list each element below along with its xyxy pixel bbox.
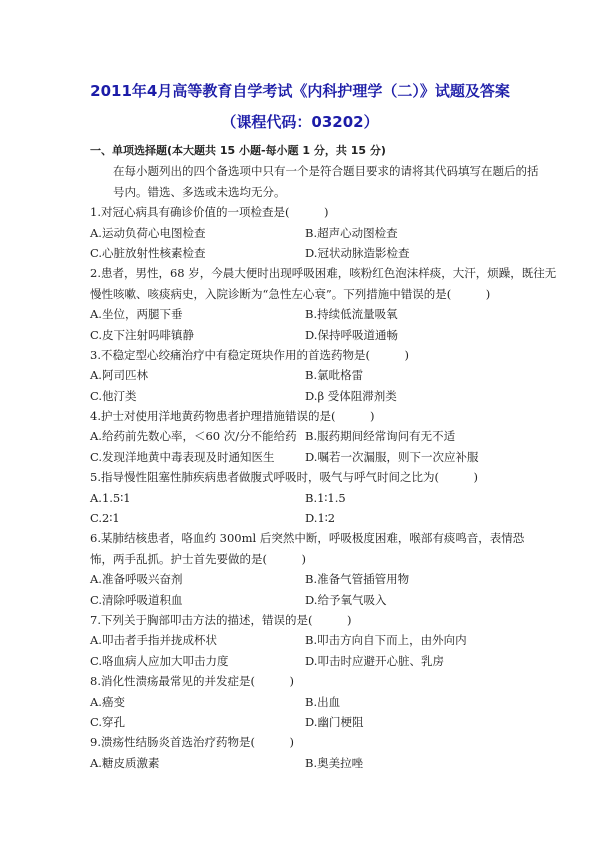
- section-instructions: 号内。错选、多选或未选均无分。: [113, 184, 286, 199]
- option: B.1∶1.5: [305, 490, 346, 505]
- option: D.保持呼吸道通畅: [305, 327, 398, 342]
- option-row: [90, 753, 530, 773]
- option-row: [90, 488, 530, 508]
- option: B.出血: [305, 694, 341, 709]
- question-stem: 5.指导慢性阻塞性肺疾病患者做腹式呼吸时，吸气与呼气时间之比为( ): [90, 470, 478, 485]
- option: D.1∶2: [305, 511, 336, 526]
- section-heading: 一、单项选择题(本大题共 15 小题-每小题 1 分，共 15 分): [90, 144, 386, 157]
- option-row: [90, 365, 530, 385]
- option: D.β 受体阻滞剂类: [305, 388, 397, 403]
- option-row: [90, 569, 530, 589]
- option: C.清除呼吸道积血: [90, 592, 183, 607]
- option-row: [90, 508, 530, 528]
- option: A.运动负荷心电图检查: [90, 225, 206, 240]
- option: A.1.5∶1: [90, 490, 131, 505]
- option: C.咯血病人应加大叩击力度: [90, 653, 229, 668]
- option-row: [90, 447, 530, 467]
- option: B.服药期间经常询问有无不适: [305, 429, 456, 444]
- option-row: [90, 590, 530, 610]
- option-row: [90, 304, 530, 324]
- question-stem: 8.消化性溃疡最常见的并发症是( ): [90, 674, 294, 689]
- option: C.皮下注射吗啡镇静: [90, 327, 195, 342]
- question-stem: 4.护士对使用洋地黄药物患者护理措施错误的是( ): [90, 409, 375, 424]
- option-row: [90, 243, 530, 263]
- option: B.准备气管插管用物: [305, 572, 410, 587]
- option: C.穿孔: [90, 714, 126, 729]
- option-row: [90, 630, 530, 650]
- option-row: [90, 386, 530, 406]
- question-stem: 7.下列关于胸部叩击方法的描述，错误的是( ): [90, 612, 352, 627]
- question-stem: 3.不稳定型心绞痛治疗中有稳定斑块作用的首选药物是( ): [90, 347, 409, 362]
- option: D.嘱若一次漏服，则下一次应补服: [305, 449, 479, 464]
- course-code: （课程代码：03202）: [221, 113, 379, 131]
- option: A.糖皮质激素: [90, 755, 160, 770]
- option: A.准备呼吸兴奋剂: [90, 572, 183, 587]
- option: D.给予氧气吸入: [305, 592, 387, 607]
- option: D.叩击时应避开心脏、乳房: [305, 653, 444, 668]
- option: A.叩击者手指并拢成杯状: [90, 633, 217, 648]
- option: A.阿司匹林: [90, 368, 148, 383]
- option: A.给药前先数心率，＜60 次/分不能给药: [90, 429, 297, 444]
- exam-body: [90, 141, 557, 773]
- option: B.氯吡格雷: [305, 368, 364, 383]
- option: C.2∶1: [90, 511, 120, 526]
- option: C.发现洋地黄中毒表现及时通知医生: [90, 449, 275, 464]
- question-stem: 2.患者，男性，68 岁，今晨大便时出现呼吸困难，咳粉红色泡沫样痰，大汗，烦躁，既往无: [90, 266, 557, 281]
- option: B.持续低流量吸氧: [305, 307, 398, 322]
- option: D.幽门梗阻: [305, 714, 364, 729]
- option-row: [90, 426, 530, 446]
- question-stem: 9.溃疡性结肠炎首选治疗药物是( ): [90, 735, 294, 750]
- option-row: [90, 223, 530, 243]
- question-stem: 慢性咳嗽、咳痰病史，入院诊断为“急性左心衰”。下列措施中错误的是( ): [90, 286, 491, 301]
- option: C.他汀类: [90, 388, 137, 403]
- question-stem: 1.对冠心病具有确诊价值的一项检查是( ): [90, 205, 329, 220]
- option: B.奥美拉唑: [305, 755, 364, 770]
- option-row: [90, 651, 530, 671]
- option: B.超声心动图检查: [305, 225, 398, 240]
- option-row: [90, 692, 530, 712]
- option: A.癌变: [90, 694, 125, 709]
- option: A.坐位，两腿下垂: [90, 307, 183, 322]
- section-instructions: 在每小题列出的四个备选项中只有一个是符合题目要求的请将其代码填写在题后的括: [113, 164, 539, 179]
- document-title: 2011年4月高等教育自学考试《内科护理学（二）》试题及答案: [90, 82, 510, 100]
- option: B.叩击方向自下而上，由外向内: [305, 633, 467, 648]
- option: C.心脏放射性核素检查: [90, 245, 206, 260]
- option-row: [90, 325, 530, 345]
- option-row: [90, 712, 530, 732]
- question-stem: 6.某肺结核患者，咯血约 300ml 后突然中断，呼吸极度困难，喉部有痰鸣音，表情恐: [90, 531, 525, 546]
- question-stem: 怖，两手乱抓。护士首先要做的是( ): [90, 551, 306, 566]
- option: D.冠状动脉造影检查: [305, 245, 410, 260]
